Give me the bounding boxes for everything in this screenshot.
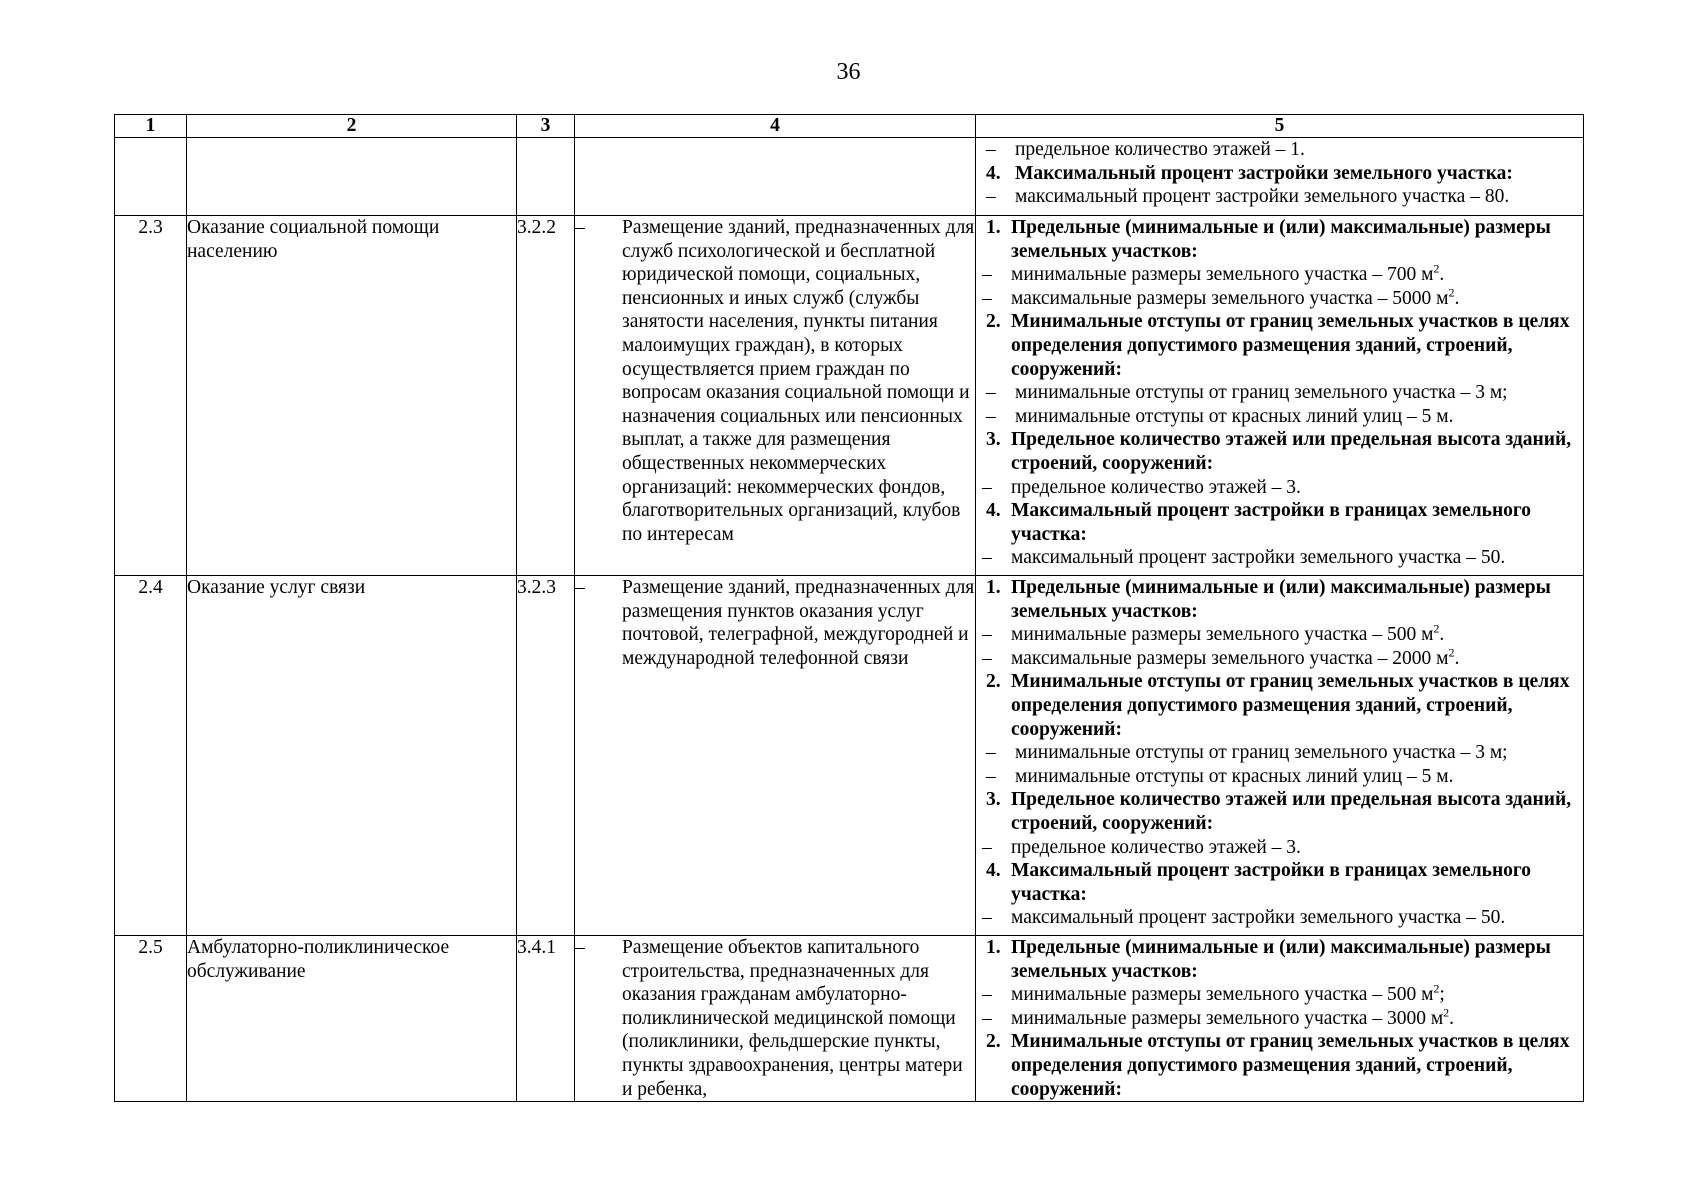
cell-description: – Размещение объектов капитального строительства, предназначенных для оказания гражданам амбулаторно-поликлинической медицинской помощи (поликлиники, фельдшерские пункты, пункты здравоохранения, центры матери и ребенка, [575, 936, 976, 1102]
header-col-4: 4 [575, 115, 976, 138]
param-heading: 4. Максимальный процент застройки земельного участка: [986, 162, 1513, 184]
table-row-2-5 [115, 936, 1584, 1102]
param-dash-item: – предельное количество этажей – 3. [982, 476, 1301, 498]
description-text: Размещение зданий, предназначенных для размещения пунктов оказания услуг почтовой, телеграфной, междугородней и международной телефонной связи [622, 577, 975, 669]
cell-name [187, 138, 517, 216]
cell-code: 3.4.1 [517, 936, 575, 1102]
cell-num: 2.3 [115, 216, 187, 576]
cell-name: Оказание социальной помощи населению [187, 216, 517, 576]
cell-parameters [976, 216, 1584, 576]
param-dash-item: – предельное количество этажей – 3. [982, 836, 1301, 858]
cell-parameters [976, 138, 1584, 216]
cell-num: 2.4 [115, 576, 187, 936]
header-col-5: 5 [976, 115, 1584, 138]
header-col-3: 3 [517, 115, 575, 138]
param-dash-item: – минимальные отступы от красных линий улиц – 5 м. [986, 405, 1454, 427]
param-dash-item: – минимальные размеры земельного участка – 3000 $м^2$. [982, 1005, 1455, 1029]
description-text: Размещение зданий, предназначенных для служб психологической и бесплатной юридической помощи, социальных, пенсионных и иных служб (службы занятости населения, пункты питания малоимущих граждан), в которых осуществляется прием граждан по вопросам оказания социальной помощи и назначения социальных или пенсионных выплат, а также для размещения общественных некоммерческих организаций: некоммерческих фондов, благотворительных организаций, клубов по интересам [622, 217, 975, 545]
page-number: 36 [836, 59, 861, 85]
param-heading: 2. Минимальные отступы от границ земельных участков в целях определения допустимого размещения зданий, строений, сооружений: [986, 1031, 1570, 1100]
cell-code: 3.2.3 [517, 576, 575, 936]
table-row-2-4 [115, 576, 1584, 936]
header-col-1: 1 [115, 115, 187, 138]
param-dash-item: – минимальные отступы от границ земельного участка – 3 м; [986, 742, 1508, 764]
param-dash-item: – минимальные отступы от красных линий улиц – 5 м. [986, 765, 1454, 787]
table-header-row [115, 115, 1584, 138]
param-dash-item: – минимальные размеры земельного участка – 500 $м^2$; [982, 981, 1445, 1006]
table-row-continuation [115, 138, 1584, 216]
cell-num [115, 138, 187, 216]
cell-description: – Размещение зданий, предназначенных для служб психологической и бесплатной юридической помощи, социальных, пенсионных и иных служб (службы занятости населения, пункты питания малоимущих граждан), в которых осуществляется прием граждан по вопросам оказания социальной помощи и назначения социальных или пенсионных выплат, а также для размещения общественных некоммерческих организаций: некоммерческих фондов, благотворительных организаций, клубов по интересам [575, 216, 976, 576]
param-dash-item: – минимальные размеры земельного участка – 700 $м^2$. [982, 261, 1445, 286]
param-dash-item: – минимальные размеры земельного участка – 500 $м^2$. [982, 621, 1445, 646]
param-dash-item: – максимальный процент застройки земельного участка – 50. [982, 907, 1506, 929]
cell-name: Амбулаторно-поликлиническое обслуживание [187, 936, 517, 1102]
param-dash-item: – предельное количество этажей – 1. [986, 139, 1305, 160]
param-dash-item: – максимальные размеры земельного участка – 2000 $м^2$. [982, 645, 1460, 669]
table-row-2-3 [115, 216, 1584, 576]
param-heading: 4. Максимальный процент застройки в границах земельного участка: [986, 860, 1532, 905]
header-col-2: 2 [187, 115, 517, 138]
param-heading: 4. Максимальный процент застройки в границах земельного участка: [986, 500, 1532, 545]
param-dash-item: – максимальный процент застройки земельного участка – 50. [982, 547, 1506, 569]
param-heading: 1. Предельные (минимальные и (или) максимальные) размеры земельных участков: [986, 937, 1551, 982]
cell-description [575, 138, 976, 216]
param-heading: 1. Предельные (минимальные и (или) максимальные) размеры земельных участков: [986, 217, 1551, 262]
param-heading: 1. Предельные (минимальные и (или) максимальные) размеры земельных участков: [986, 577, 1551, 622]
description-text: Размещение объектов капитального строительства, предназначенных для оказания гражданам амбулаторно-поликлинической медицинской помощи (поликлиники, фельдшерские пункты, пункты здравоохранения, центры матери и ребенка, [622, 937, 963, 1100]
param-heading: 2. Минимальные отступы от границ земельных участков в целях определения допустимого размещения зданий, строений, сооружений: [986, 671, 1570, 740]
param-dash-item: – максимальные размеры земельного участка – 5000 $м^2$. [982, 285, 1460, 309]
cell-code [517, 138, 575, 216]
param-dash-item: – минимальные отступы от границ земельного участка – 3 м; [986, 382, 1508, 404]
cell-parameters [976, 576, 1584, 936]
cell-name: Оказание услуг связи [187, 576, 517, 936]
param-heading: 3. Предельное количество этажей или предельная высота зданий, строений, сооружений: [986, 789, 1572, 834]
cell-description: – Размещение зданий, предназначенных для размещения пунктов оказания услуг почтовой, телеграфной, междугородней и международной телефонной связи [575, 576, 976, 936]
param-heading: 3. Предельное количество этажей или предельная высота зданий, строений, сооружений: [986, 429, 1572, 474]
cell-code: 3.2.2 [517, 216, 575, 576]
zoning-regulations-table [114, 114, 1584, 1102]
param-heading: 2. Минимальные отступы от границ земельных участков в целях определения допустимого размещения зданий, строений, сооружений: [986, 311, 1570, 380]
param-dash-item: – максимальный процент застройки земельного участка – 80. [986, 186, 1510, 208]
cell-parameters [976, 936, 1584, 1102]
cell-num: 2.5 [115, 936, 187, 1102]
